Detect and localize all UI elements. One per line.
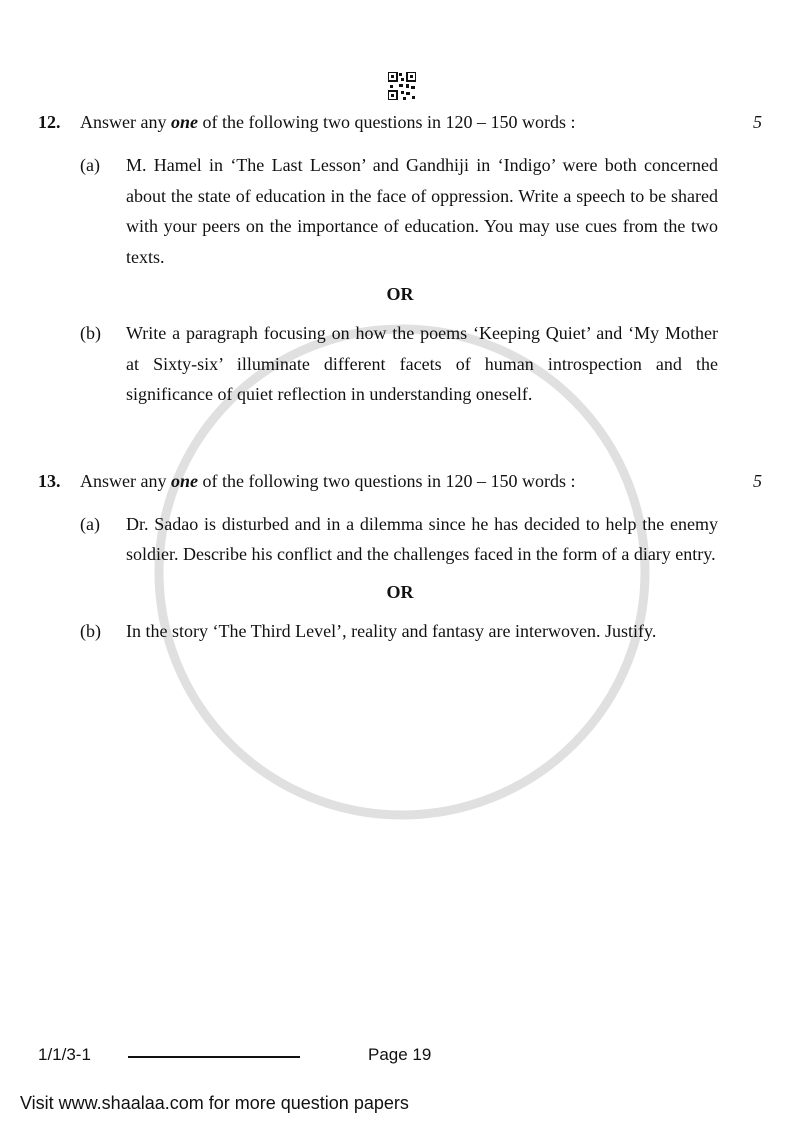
option-a bbox=[38, 150, 762, 272]
question-13 bbox=[38, 466, 762, 647]
question-12 bbox=[38, 107, 762, 410]
option-text: Write a paragraph focusing on how the poems ‘Keeping Quiet’ and ‘My Mother at Sixty-six’ illuminate different facets of human introspection and the significance of quiet reflection in understanding oneself. bbox=[126, 323, 718, 404]
marks: 5 bbox=[753, 470, 762, 491]
option-text: Dr. Sadao is disturbed and in a dilemma since he has decided to help the enemy soldier. Describe his conflict and the challenges faced in the form of a diary entry. bbox=[126, 513, 718, 564]
stem-text: Answer any bbox=[80, 112, 171, 132]
stem-text: of the following two questions in 120 – 150 words : bbox=[197, 470, 576, 491]
question-stem bbox=[80, 107, 748, 137]
stem-emphasis: one bbox=[170, 470, 198, 491]
question-list bbox=[38, 92, 762, 646]
footer-rule bbox=[128, 1056, 300, 1058]
banner-text: Visit www.shaalaa.com for more question papers bbox=[20, 1093, 409, 1113]
or-separator: OR bbox=[386, 284, 414, 304]
question-number: 12. bbox=[38, 112, 61, 132]
stem-text: of the following two questions in 120 – 150 words : bbox=[197, 112, 576, 132]
marks: 5 bbox=[753, 112, 762, 132]
option-b bbox=[38, 616, 762, 647]
question-header bbox=[38, 107, 762, 137]
or-separator: OR bbox=[386, 581, 414, 602]
question-number: 13. bbox=[38, 470, 61, 491]
option-a bbox=[38, 509, 762, 570]
option-text: M. Hamel in ‘The Last Lesson’ and Gandhiji in ‘Indigo’ were both concerned about the state of education in the face of oppression. Write a speech to be shared with your peers on the importance of education. You may use cues from the two texts. bbox=[126, 155, 718, 267]
option-label: (b) bbox=[80, 323, 101, 343]
option-label: (a) bbox=[80, 513, 100, 534]
option-label: (b) bbox=[80, 620, 101, 641]
stem-text: Answer any bbox=[80, 470, 171, 491]
option-text: In the story ‘The Third Level’, reality and fantasy are interwoven. Justify. bbox=[126, 620, 657, 641]
option-b bbox=[38, 318, 762, 410]
option-label: (a) bbox=[80, 155, 100, 175]
stem-emphasis: one bbox=[170, 112, 198, 132]
page-number: Page 19 bbox=[368, 1045, 432, 1064]
question-header bbox=[38, 466, 762, 496]
question-stem bbox=[80, 466, 748, 496]
paper-code: 1/1/3-1 bbox=[38, 1045, 91, 1064]
